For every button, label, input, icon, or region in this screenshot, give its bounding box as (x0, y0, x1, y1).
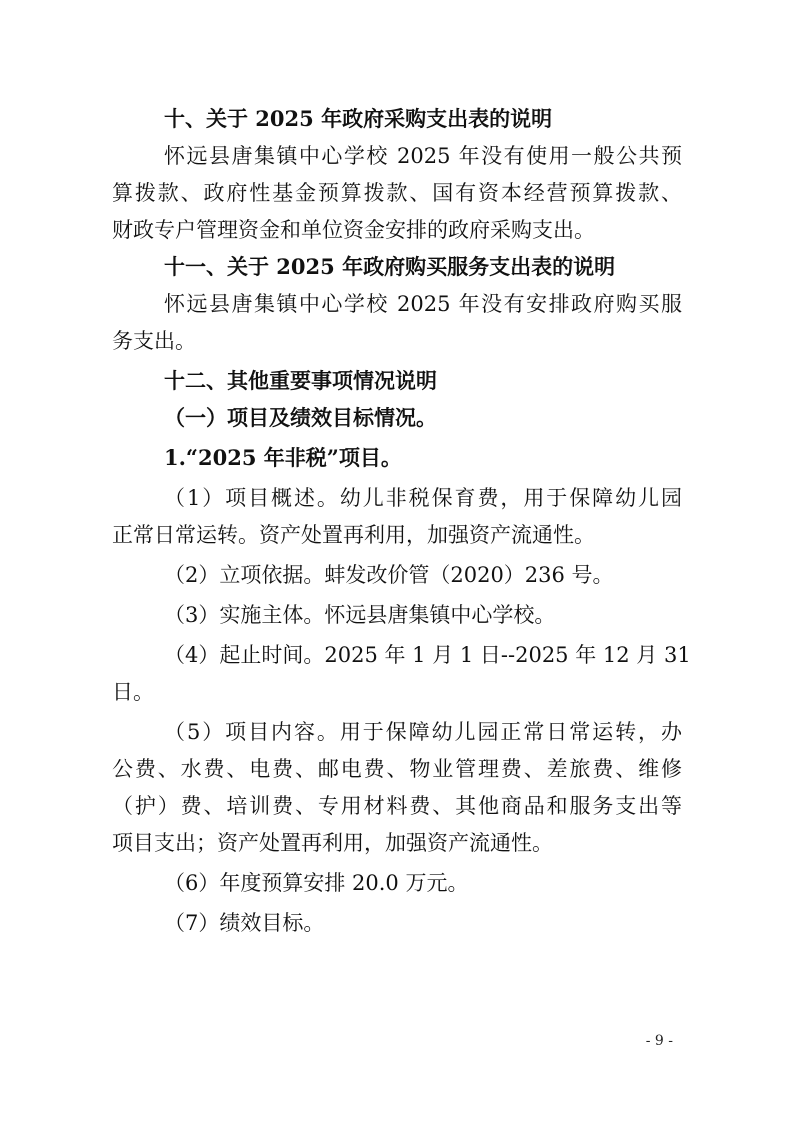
heading-section-10: 十、关于 2025 年政府采购支出表的说明 (164, 106, 553, 131)
paragraph-line: 日。 (112, 680, 154, 704)
paragraph-line: 怀远县唐集镇中心学校 2025 年没有使用一般公共预 (164, 144, 682, 168)
paragraph-line: 正常日常运转。资产处置再利用，加强资产流通性。 (112, 523, 595, 547)
paragraph-line: （5）项目内容。用于保障幼儿园正常日常运转，办 (164, 720, 682, 744)
paragraph-line: （6）年度预算安排 20.0 万元。 (164, 871, 469, 895)
paragraph-line: 财政专户管理资金和单位资金安排的政府采购支出。 (112, 218, 595, 242)
paragraph-line: 公费、水费、电费、邮电费、物业管理费、差旅费、维修 (112, 757, 682, 781)
heading-section-12: 十二、其他重要事项情况说明 (164, 368, 437, 393)
subheading-project-1: 1.“2025 年非税”项目。 (164, 445, 402, 470)
paragraph-line: （1）项目概述。幼儿非税保育费，用于保障幼儿园 (164, 486, 682, 510)
paragraph-line: 怀远县唐集镇中心学校 2025 年没有安排政府购买服 (164, 292, 682, 316)
paragraph-line: （4）起止时间。2025 年 1 月 1 日--2025 年 12 月 31 (164, 643, 691, 667)
paragraph-line: （护）费、培训费、专用材料费、其他商品和服务支出等 (112, 794, 682, 818)
paragraph-line: 务支出。 (112, 329, 196, 353)
paragraph-line: （3）实施主体。怀远县唐集镇中心学校。 (164, 603, 556, 627)
paragraph-line: （2）立项依据。蚌发改价管（2020）236 号。 (164, 563, 614, 587)
paragraph-line: 算拨款、政府性基金预算拨款、国有资本经营预算拨款、 (112, 181, 682, 205)
page-number: - 9 - (645, 1033, 673, 1049)
paragraph-line: 项目支出；资产处置再利用，加强资产流通性。 (112, 831, 553, 855)
paragraph-line: （7）绩效目标。 (164, 911, 325, 935)
subheading-project-goals: （一）项目及绩效目标情况。 (164, 405, 437, 430)
heading-section-11: 十一、关于 2025 年政府购买服务支出表的说明 (164, 254, 616, 279)
